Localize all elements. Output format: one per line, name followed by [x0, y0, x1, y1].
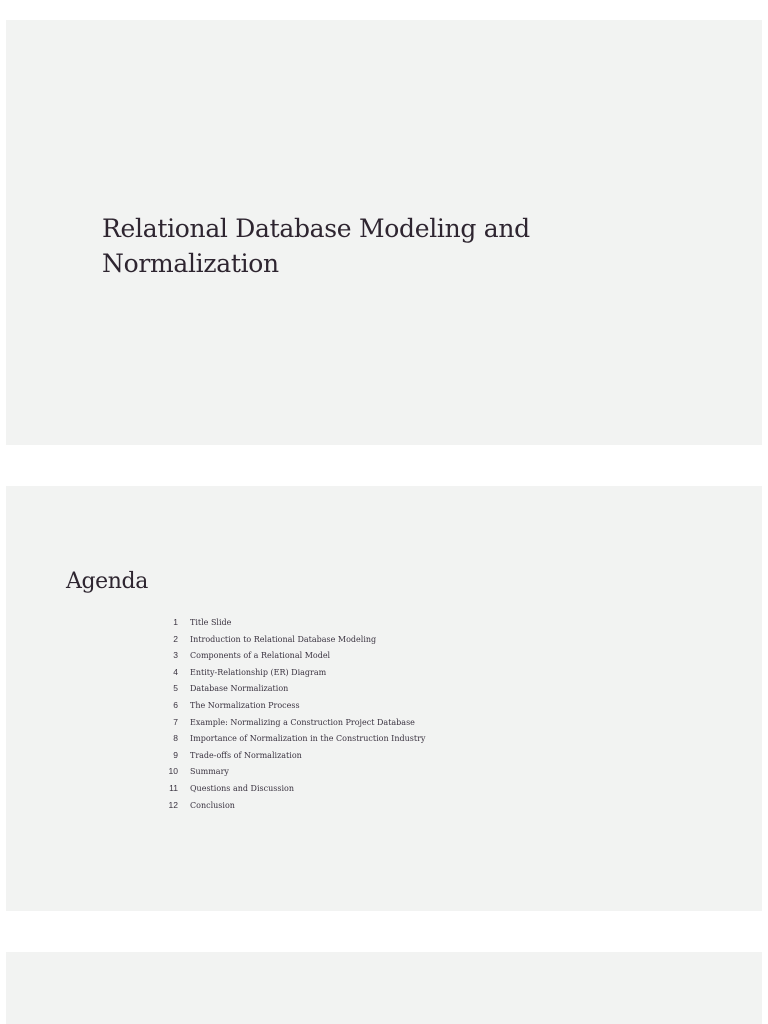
agenda-item-label: Trade-offs of Normalization — [190, 750, 302, 760]
agenda-item-number: 7 — [173, 716, 178, 727]
agenda-item-label: Title Slide — [190, 618, 232, 627]
agenda-item-number: 5 — [173, 683, 178, 694]
agenda-item — [156, 717, 425, 734]
agenda-item-label: Questions and Discussion — [190, 783, 294, 793]
agenda-item-label: Components of a Relational Model — [190, 651, 331, 661]
agenda-item — [156, 766, 425, 783]
agenda-item — [156, 617, 425, 634]
agenda-item-label: Summary — [190, 767, 229, 777]
agenda-item — [156, 733, 425, 750]
agenda-item-label: Entity-Relationship (ER) Diagram — [190, 667, 327, 677]
agenda-item — [156, 783, 425, 800]
agenda-slide — [6, 486, 762, 911]
agenda-item-number: 9 — [173, 749, 178, 760]
agenda-item-label: Importance of Normalization in the Construction Industry — [190, 734, 426, 744]
agenda-item-number: 2 — [173, 633, 178, 644]
slide-title: Relational Database Modeling and Normalization — [102, 214, 530, 278]
agenda-item — [156, 650, 425, 667]
agenda-list — [156, 617, 425, 816]
agenda-item-number: 12 — [168, 799, 178, 810]
agenda-item-number: 6 — [173, 699, 178, 710]
agenda-item-label: Example: Normalizing a Construction Project Database — [190, 717, 415, 727]
agenda-item-number: 10 — [168, 766, 178, 777]
agenda-item-number: 8 — [173, 733, 178, 744]
agenda-item — [156, 634, 425, 651]
agenda-item-label: Introduction to Relational Database Modeling — [190, 634, 377, 644]
agenda-item-label: Conclusion — [190, 800, 235, 810]
agenda-item — [156, 800, 425, 817]
agenda-item-number: 3 — [173, 650, 178, 661]
agenda-item-number: 11 — [169, 782, 178, 793]
agenda-item — [156, 667, 425, 684]
agenda-item-label: Database Normalization — [190, 684, 289, 694]
agenda-item-label: The Normalization Process — [190, 700, 300, 710]
title-slide — [6, 20, 762, 445]
agenda-item — [156, 700, 425, 717]
agenda-item — [156, 750, 425, 767]
agenda-item-number: 1 — [173, 617, 178, 627]
agenda-item-number: 4 — [173, 666, 178, 677]
agenda-heading: Agenda — [66, 569, 148, 594]
next-slide — [6, 952, 762, 1024]
agenda-item — [156, 683, 425, 700]
